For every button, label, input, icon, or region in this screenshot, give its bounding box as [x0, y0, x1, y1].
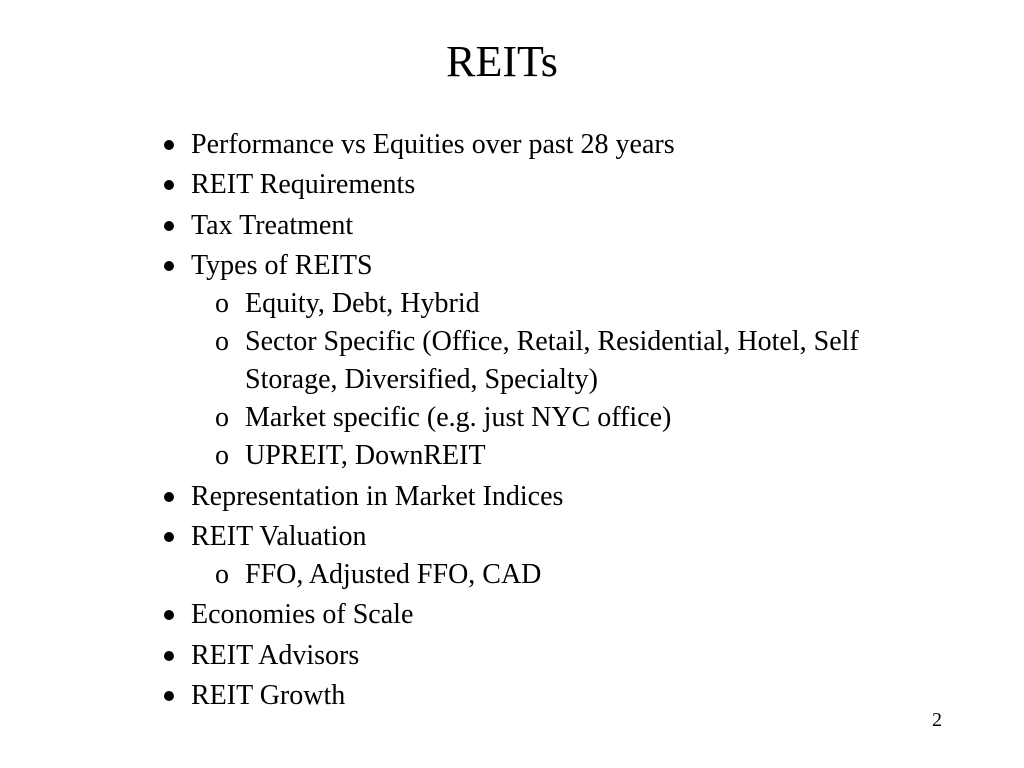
bullet-dot-icon: [164, 610, 174, 620]
bullet-label: Types of REITS: [191, 250, 373, 282]
bullet-item-growth: [164, 677, 884, 715]
hollow-bullet-icon: o: [215, 402, 229, 434]
page-number: 2: [932, 709, 942, 731]
bullet-dot-icon: [164, 532, 174, 542]
bullet-dot-icon: [164, 180, 174, 190]
bullet-item-advisors: [164, 637, 884, 675]
bullet-label: REIT Valuation: [191, 520, 367, 552]
bullet-label: Representation in Market Indices: [191, 480, 564, 512]
bullet-dot-icon: [164, 691, 174, 701]
sub-bullet-label: UPREIT, DownREIT: [245, 440, 486, 472]
bullet-label: Tax Treatment: [191, 209, 354, 241]
bullet-item-requirements: [164, 166, 884, 204]
hollow-bullet-icon: o: [215, 558, 229, 590]
sub-bullet-label: Market specific (e.g. just NYC office): [245, 402, 672, 434]
bullet-label: REIT Advisors: [191, 639, 360, 671]
sub-bullet-label: FFO, Adjusted FFO, CAD: [245, 558, 542, 590]
bullet-dot-icon: [164, 140, 174, 150]
bullet-dot-icon: [164, 492, 174, 502]
sub-bullet-label: Sector Specific (Office, Retail, Residential, Hotel, Self Storage, Diversified, Specialty): [245, 326, 859, 396]
bullet-list: [164, 126, 884, 715]
bullet-item-economies-of-scale: [164, 596, 884, 634]
hollow-bullet-icon: o: [215, 440, 229, 472]
bullet-dot-icon: [164, 651, 174, 661]
hollow-bullet-icon: o: [215, 288, 229, 320]
bullet-label: REIT Requirements: [191, 169, 416, 201]
bullet-item-types: [164, 247, 884, 475]
bullet-label: REIT Growth: [191, 680, 346, 712]
sub-bullet-list: [191, 556, 884, 594]
hollow-bullet-icon: o: [215, 326, 229, 358]
bullet-dot-icon: [164, 221, 174, 231]
sub-bullet-item: [191, 437, 884, 475]
bullet-item-valuation: [164, 518, 884, 594]
sub-bullet-item: [191, 399, 884, 437]
bullet-label: Economies of Scale: [191, 599, 414, 631]
sub-bullet-list: [191, 285, 884, 475]
bullet-item-performance: [164, 126, 884, 164]
bullet-dot-icon: [164, 261, 174, 271]
slide-title: REITs: [446, 37, 558, 86]
sub-bullet-item: [191, 285, 884, 323]
bullet-label: Performance vs Equities over past 28 years: [191, 129, 675, 160]
sub-bullet-item: [191, 323, 884, 399]
sub-bullet-item: [191, 556, 884, 594]
bullet-item-market-indices: [164, 478, 884, 516]
sub-bullet-label: Equity, Debt, Hybrid: [245, 288, 480, 320]
bullet-item-tax-treatment: [164, 207, 884, 245]
